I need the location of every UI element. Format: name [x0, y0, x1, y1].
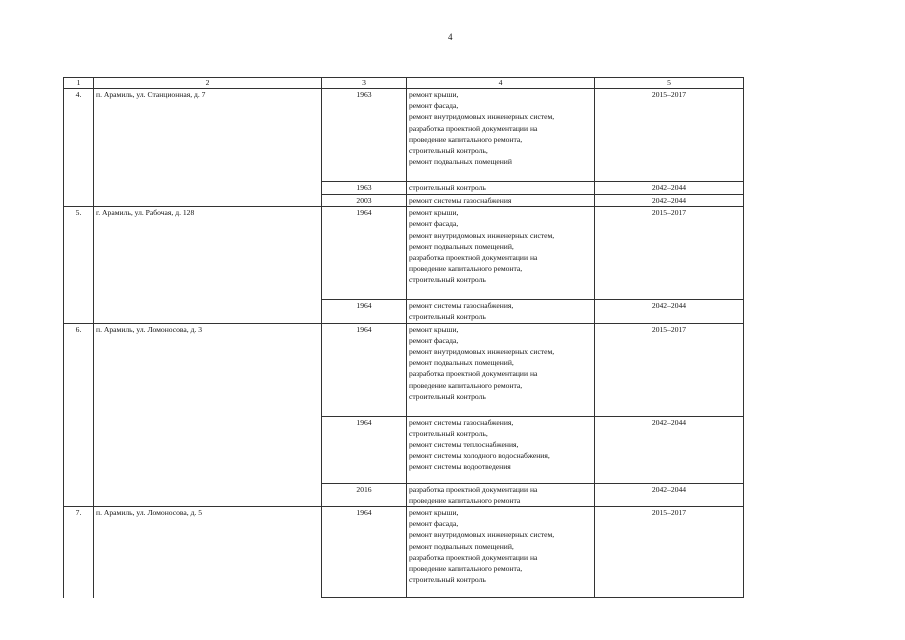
work-item: ремонт системы газоснабжения	[409, 196, 512, 205]
period-cell: 2015–2017	[595, 89, 744, 182]
work-item: строительный контроль	[409, 391, 486, 401]
period-cell: 2042–2044	[595, 416, 744, 483]
work-item: ремонт подвальных помещений,	[409, 358, 514, 368]
works-cell	[407, 507, 595, 598]
period-cell: 2015–2017	[595, 507, 744, 598]
work-item: ремонт фасада,	[409, 335, 459, 345]
work-item: ремонт внутридомовых инженерных систем,	[409, 347, 555, 357]
row-number: 4.	[64, 89, 94, 207]
address-cell: п. Арамиль, ул. Ломоносова, д. 3	[94, 323, 322, 506]
work-item: ремонт подвальных помещений	[409, 157, 512, 167]
work-item: ремонт системы холодного водоснабжения,	[409, 451, 550, 461]
work-item: ремонт системы теплоснабжения,	[409, 440, 519, 450]
year-cell: 1964	[322, 300, 407, 323]
year-cell: 1964	[322, 507, 407, 598]
work-item: ремонт крыши,	[409, 208, 459, 218]
table-row	[64, 323, 744, 416]
table-row	[64, 207, 744, 300]
work-item: ремонт системы водоотведения	[409, 462, 511, 472]
table-row	[64, 507, 744, 598]
period-cell: 2042–2044	[595, 195, 744, 207]
work-item: строительный контроль	[409, 183, 486, 192]
year-cell: 1964	[322, 416, 407, 483]
year-cell: 1963	[322, 89, 407, 182]
work-item: разработка проектной документации на	[409, 369, 538, 379]
work-item: проведение капитального ремонта,	[409, 564, 523, 574]
column-header-3: 3	[322, 78, 407, 89]
work-item: строительный контроль,	[409, 428, 488, 438]
work-item: проведение капитального ремонта,	[409, 264, 523, 274]
work-item: ремонт крыши,	[409, 90, 459, 99]
row-number: 7.	[64, 507, 94, 598]
works-cell	[407, 207, 595, 300]
period-cell: 2042–2044	[595, 483, 744, 506]
column-header-5: 5	[595, 78, 744, 89]
work-item: ремонт системы газоснабжения,	[409, 301, 514, 311]
year-cell: 2003	[322, 195, 407, 207]
page-number: 4	[448, 32, 453, 42]
year-cell: 1964	[322, 323, 407, 416]
work-item: проведение капитального ремонта,	[409, 380, 523, 390]
works-cell	[407, 182, 595, 195]
work-item: разработка проектной документации на	[409, 123, 538, 133]
work-item: разработка проектной документации на	[409, 484, 538, 494]
year-cell: 1964	[322, 207, 407, 300]
period-cell: 2042–2044	[595, 300, 744, 323]
period-cell: 2042–2044	[595, 182, 744, 195]
work-item: строительный контроль,	[409, 146, 488, 156]
address-cell: г. Арамиль, ул. Рабочая, д. 128	[94, 207, 322, 323]
work-item: строительный контроль	[409, 312, 486, 322]
address-cell: п. Арамиль, ул. Ломоносова, д. 5	[94, 507, 322, 598]
works-cell	[407, 483, 595, 506]
work-item: проведение капитального ремонта	[409, 495, 521, 505]
work-item: разработка проектной документации на	[409, 552, 538, 562]
row-number: 5.	[64, 207, 94, 323]
work-item: ремонт системы газоснабжения,	[409, 417, 514, 427]
address-cell: п. Арамиль, ул. Станционная, д. 7	[94, 89, 322, 207]
year-cell: 1963	[322, 182, 407, 195]
work-item: ремонт внутридомовых инженерных систем,	[409, 230, 555, 240]
work-item: разработка проектной документации на	[409, 253, 538, 263]
works-cell	[407, 300, 595, 323]
work-item: ремонт крыши,	[409, 508, 459, 518]
year-cell: 2016	[322, 483, 407, 506]
period-cell: 2015–2017	[595, 323, 744, 416]
header-row	[64, 78, 744, 89]
column-header-4: 4	[407, 78, 595, 89]
works-cell	[407, 416, 595, 483]
repair-schedule-table	[63, 77, 744, 598]
table-row	[64, 89, 744, 182]
period-cell: 2015–2017	[595, 207, 744, 300]
work-item: ремонт крыши,	[409, 324, 459, 334]
work-item: ремонт подвальных помещений,	[409, 241, 514, 251]
work-item: строительный контроль	[409, 575, 486, 585]
column-header-2: 2	[94, 78, 322, 89]
work-item: проведение капитального ремонта,	[409, 134, 523, 144]
work-item: ремонт внутридомовых инженерных систем,	[409, 530, 555, 540]
works-cell	[407, 195, 595, 207]
work-item: ремонт подвальных помещений,	[409, 541, 514, 551]
work-item: ремонт фасада,	[409, 101, 459, 111]
work-item: строительный контроль	[409, 275, 486, 285]
row-number: 6.	[64, 323, 94, 506]
works-cell	[407, 323, 595, 416]
work-item: ремонт фасада,	[409, 219, 459, 229]
work-item: ремонт внутридомовых инженерных систем,	[409, 112, 555, 122]
table-body	[64, 78, 744, 598]
works-cell	[407, 89, 595, 182]
column-header-1: 1	[64, 78, 94, 89]
work-item: ремонт фасада,	[409, 519, 459, 529]
